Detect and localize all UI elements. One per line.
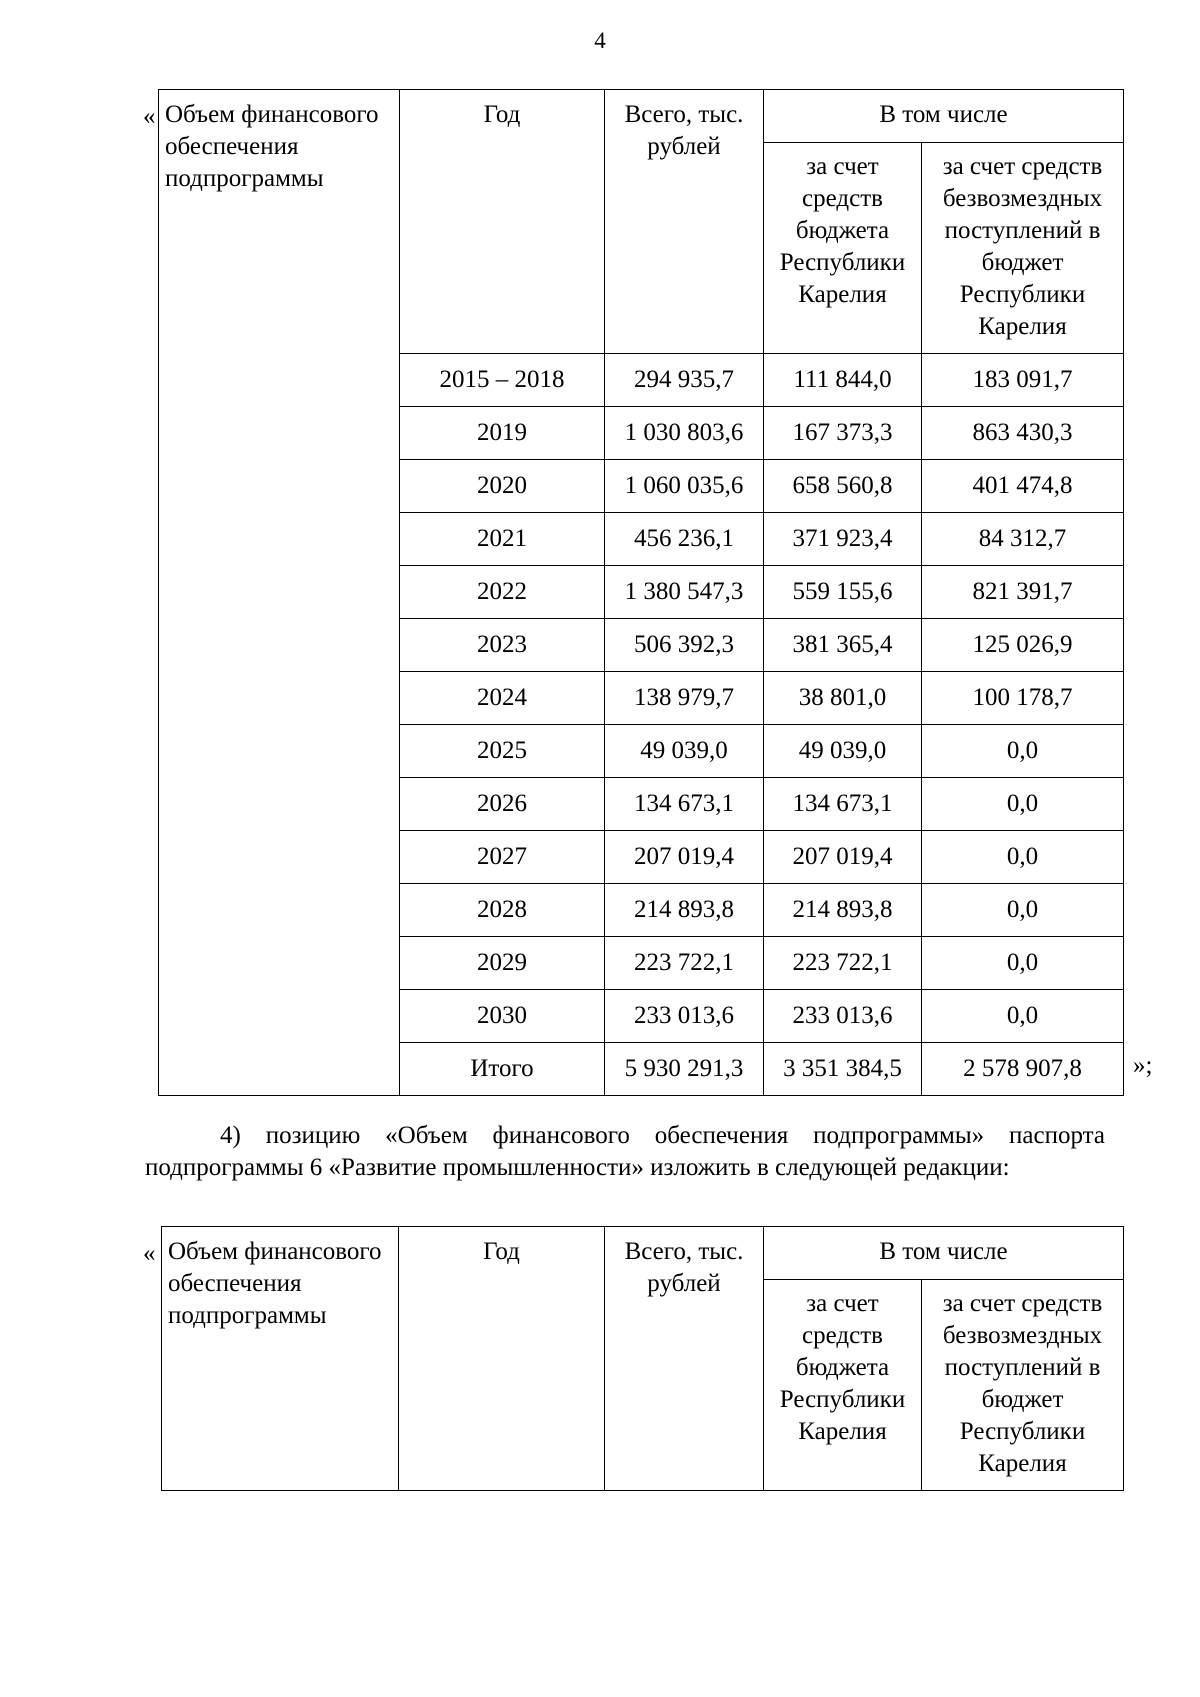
paragraph-line-1: 4) позицию «Объем финансового обеспечения подпрограммы» паспорта: [220, 1122, 1105, 1149]
cell-year: 2025: [400, 725, 605, 778]
cell-total: 233 013,6: [605, 990, 764, 1043]
cell-year: 2030: [400, 990, 605, 1043]
table-label: Объем финансового обеспечения подпрограммы: [162, 1227, 399, 1491]
cell-year: 2020: [400, 460, 605, 513]
cell-grants: 821 391,7: [922, 566, 1124, 619]
cell-year: 2022: [400, 566, 605, 619]
cell-total: 456 236,1: [605, 513, 764, 566]
cell-budget: 167 373,3: [764, 407, 922, 460]
cell-total: 223 722,1: [605, 937, 764, 990]
cell-grants: 401 474,8: [922, 460, 1124, 513]
cell-budget: 371 923,4: [764, 513, 922, 566]
cell-year: 2024: [400, 672, 605, 725]
cell-budget: 207 019,4: [764, 831, 922, 884]
cell-grants: 0,0: [922, 725, 1124, 778]
cell-total: 294 935,7: [605, 354, 764, 407]
financing-table-2: [161, 1226, 1124, 1491]
cell-budget: 3 351 384,5: [764, 1043, 922, 1096]
header-grants: за счет средств безвозмездных поступлений в бюджет Республики Карелия: [922, 143, 1124, 354]
cell-year: 2023: [400, 619, 605, 672]
financing-table-1: [158, 89, 1124, 1096]
paragraph-line-2: подпрограммы 6 «Развитие промышленности» изложить в следующей редакции:: [145, 1154, 1010, 1181]
header-budget: за счет средств бюджета Республики Карелия: [764, 1280, 922, 1491]
cell-grants: 0,0: [922, 937, 1124, 990]
cell-total: 138 979,7: [605, 672, 764, 725]
cell-year: 2015 – 2018: [400, 354, 605, 407]
cell-total: 506 392,3: [605, 619, 764, 672]
cell-total: 49 039,0: [605, 725, 764, 778]
cell-budget: 134 673,1: [764, 778, 922, 831]
cell-budget: 223 722,1: [764, 937, 922, 990]
cell-year: 2026: [400, 778, 605, 831]
opening-quote-2: «: [143, 1240, 156, 1267]
cell-grants: 2 578 907,8: [922, 1043, 1124, 1096]
header-year: Год: [399, 1227, 605, 1491]
closing-quote: »;: [1133, 1052, 1153, 1079]
cell-total: 1 030 803,6: [605, 407, 764, 460]
cell-year: 2028: [400, 884, 605, 937]
cell-year: 2021: [400, 513, 605, 566]
header-grants: за счет средств безвозмездных поступлений в бюджет Республики Карелия: [922, 1280, 1124, 1491]
cell-grants: 0,0: [922, 990, 1124, 1043]
cell-year: 2027: [400, 831, 605, 884]
cell-total: 134 673,1: [605, 778, 764, 831]
cell-grants: 183 091,7: [922, 354, 1124, 407]
table-label: Объем финансового обеспечения подпрограммы: [159, 90, 400, 1096]
header-including: В том числе: [764, 90, 1124, 143]
cell-grants: 0,0: [922, 831, 1124, 884]
cell-grants: 84 312,7: [922, 513, 1124, 566]
cell-year: Итого: [400, 1043, 605, 1096]
cell-grants: 863 430,3: [922, 407, 1124, 460]
header-total: Всего, тыс. рублей: [605, 1227, 764, 1491]
cell-budget: 49 039,0: [764, 725, 922, 778]
header-including: В том числе: [764, 1227, 1124, 1280]
cell-total: 1 380 547,3: [605, 566, 764, 619]
cell-grants: 100 178,7: [922, 672, 1124, 725]
cell-total: 1 060 035,6: [605, 460, 764, 513]
cell-budget: 658 560,8: [764, 460, 922, 513]
page-number: 4: [594, 28, 606, 53]
amendment-paragraph: [145, 1120, 1105, 1184]
cell-budget: 381 365,4: [764, 619, 922, 672]
header-total: Всего, тыс. рублей: [605, 90, 764, 354]
header-year: Год: [400, 90, 605, 354]
cell-total: 214 893,8: [605, 884, 764, 937]
cell-budget: 233 013,6: [764, 990, 922, 1043]
cell-grants: 125 026,9: [922, 619, 1124, 672]
cell-total: 207 019,4: [605, 831, 764, 884]
cell-total: 5 930 291,3: [605, 1043, 764, 1096]
cell-budget: 111 844,0: [764, 354, 922, 407]
header-budget: за счет средств бюджета Республики Карелия: [764, 143, 922, 354]
opening-quote: «: [143, 103, 156, 130]
cell-budget: 559 155,6: [764, 566, 922, 619]
cell-budget: 214 893,8: [764, 884, 922, 937]
cell-year: 2029: [400, 937, 605, 990]
cell-year: 2019: [400, 407, 605, 460]
cell-budget: 38 801,0: [764, 672, 922, 725]
cell-grants: 0,0: [922, 884, 1124, 937]
cell-grants: 0,0: [922, 778, 1124, 831]
